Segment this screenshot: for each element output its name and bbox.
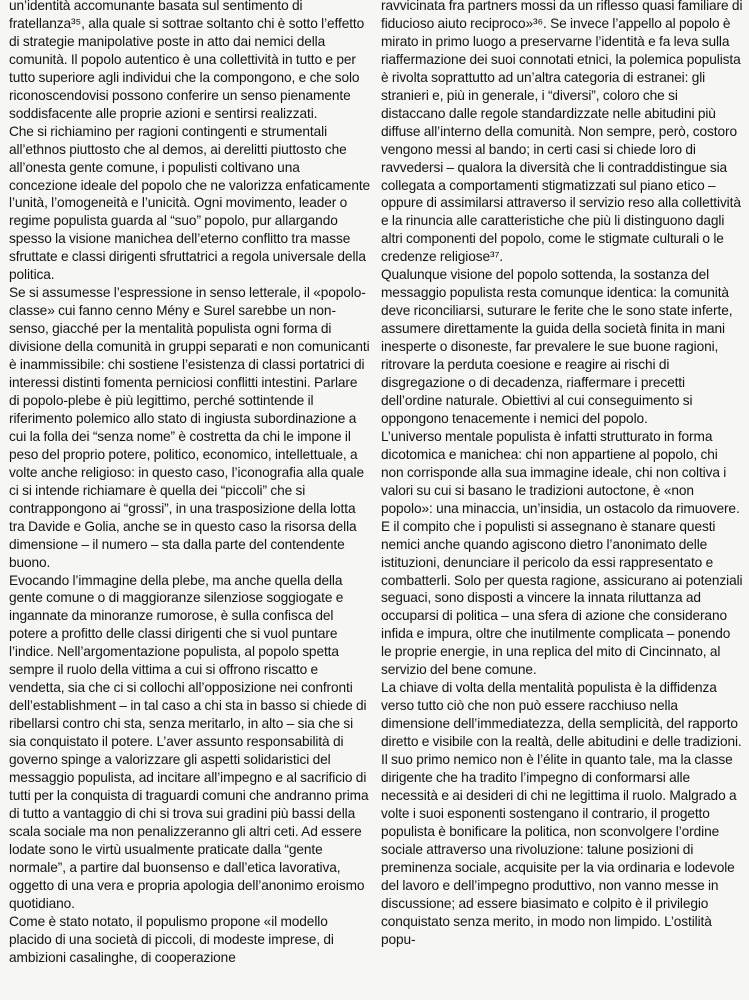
paragraph: Qualunque visione del popolo sottenda, la sostanza del messaggio populista resta comunque identica: la comunità deve riconciliarsi, suturare le ferite che le sono state inferte, assumere direttamente la guida della società finita in mani inesperte o disoneste, far prevalere le sue buone ragioni, ritrovare la perduta coesione e reagire ai rischi di disgregazione o di decadenza, riaffermare i precetti dell’ordine naturale. Obiettivi al cui conseguimento si oppongono tenacemente i nemici del popolo. [381, 267, 733, 426]
paragraph: un’identità accomunante basata sul sentimento di fratellanza³⁵, alla quale si sottrae soltanto chi è sotto l’effetto di strategie manipolative poste in atto dai nemici della comunità. Il popolo autentico è una collettività in tutto e per tutto superiore agli individui che la compongono, e che solo riconoscendovisi possono conferire un senso pienamente soddisfacente alle proprie azioni e sentirsi realizzati. [9, 0, 365, 121]
paragraph: ravvicinata fra partners mossi da un riflesso quasi familiare di fiducioso aiuto reciproco»³⁶. Se invece l’appello al popolo è mirato in primo luogo a preservarne l’identità e fa leva sulla riaffermazione dei suoi connotati etnici, la polemica populista è rivolta soprattutto ad un’altra categoria di estranei: gli stranieri e, più in generale, i “diversi”, coloro che si distaccano dalle regole standardizzate nelle abitudini più diffuse all’interno della comunità. Non sempre, però, costoro vengono messi al bando; in certi casi si chiede loro di ravvedersi – qualora la diversità che li contraddistingue sia collegata a comportamenti stigmatizzati sul piano etico – oppure di assimilarsi attraverso il servizio reso alla collettività e la rinuncia alle caratteristiche che più li distinguono dagli altri componenti del popolo, come le stigmate culturali o le credenze religiose³⁷. [381, 0, 743, 265]
left-column [9, 0, 371, 1000]
paragraph: Se si assumesse l’espressione in senso letterale, il «popolo-classe» cui fanno cenno Mény e Surel sarebbe un non-senso, giacché per la mentalità populista ogni forma di divisione della comunità in gruppi separati e non comunicanti è inammissibile: chi sostiene l’esistenza di classi portatrici di interessi distinti fomenta perniciosi conflitti intestini. Parlare di popolo-plebe è più legittimo, perché sottintende il riferimento polemico allo stato di ingiusta subordinazione a cui la folla dei “senza nome” è costretta da chi le impone il peso del proprio potere, politico, economico, intellettuale, a volte anche religioso: in questo caso, l’iconografia alla quale ci si intende richiamare è quella dei “piccoli” che si contrappongono ai “grossi”, in una trasposizione della lotta tra Davide e Golia, anche se in questo caso la risorsa della dimensione – il numero – sta dalla parte del contendente buono. [9, 285, 370, 570]
paragraph: Evocando l’immagine della plebe, ma anche quella della gente comune o di maggioranze silenziose soggiogate e ingannate da minoranze rumorose, è sulla confisca del potere a profitto delle classi dirigenti che si vuol puntare l’indice. Nell’argomentazione populista, al popolo spetta sempre il ruolo della vittima a cui si offrono riscatto e vendetta, sia che ci si collochi all’opposizione nei confronti dell’establishment – in tal caso a chi sta in basso si chiede di ribellarsi contro chi sta, senza meritarlo, in alto – sia che si sia conquistato il potere. L’aver assunto responsabilità di governo spinge a valorizzare gli aspetti solidaristici del messaggio populista, ad incitare all’impegno e al sacrificio di tutti per la conquista di traguardi comuni che andranno prima di tutto a vantaggio di chi si trova sui gradini più bassi della scala sociale ma non penalizzeranno gli altri ceti. Ad essere lodate sono le virtù usualmente praticate dalla “gente normale”, a partire dal buonsenso e dall’etica lavorativa, oggetto di una vera e propria apologia dell’anonimo eroismo quotidiano. [9, 572, 369, 911]
paragraph: La chiave di volta della mentalità populista è la diffidenza verso tutto ciò che non può essere racchiuso nella dimensione dell’immediatezza, della semplicità, del rapporto diretto e visibile con la realtà, delle abitudini e delle tradizioni. Il suo primo nemico non è l’élite in quanto tale, ma la classe dirigente che ha tradito l’impegno di conformarsi alle necessità e ai desideri di chi ne legittima il ruolo. Malgrado a volte i suoi esponenti sostengano il contrario, il progetto populista è bonificare la politica, non sconvolgere l’ordine sociale attraverso una rivoluzione: talune posizioni di preminenza sociale, acquisite per la via ordinaria e lodevole del lavoro e dell’impegno produttivo, non vanno messe in discussione; ad essere biasimato e colpito è il privilegio conquistato senza merito, in modo non limpido. L’ostilità popu- [381, 680, 742, 947]
paragraph: Che si richiamino per ragioni contingenti e strumentali all’ethnos piuttosto che al demos, ai derelitti piuttosto che all’onesta gente comune, i populisti coltivano una concezione ideale del popolo che ne valorizza enfaticamente l’unità, l’omogeneità e l’unicità. Ogni movimento, leader o regime populista guarda al “suo” popolo, pur allargando spesso la visione manichea dell’eterno conflitto tra masse sfruttate e classi dirigenti sfruttatrici a regola universale della politica. [9, 123, 371, 283]
paragraph: Come è stato notato, il populismo propone «il modello placido di una società di piccoli, di modeste imprese, di ambizioni casalinghe, di cooperazione [9, 913, 334, 965]
right-column [381, 0, 743, 1000]
paragraph: L’universo mentale populista è infatti strutturato in forma dicotomica e manichea: chi non appartiene al popolo, chi non corrisponde alla sua immagine ideale, chi non coltiva i valori su cui si basano le tradizioni autoctone, è «non popolo»: una minaccia, un’insidia, un ostacolo da rimuovere. E il compito che i populisti si assegnano è stanare questi nemici anche quando agiscono dietro l’anonimato delle istituzioni, denunciare il pericolo da essi rappresentato e combatterli. Solo per questa ragione, assicurano ai potenziali seguaci, sono disposti a vincere la innata riluttanza ad occuparsi di politica – una sfera di azione che considerano infida e impura, oltre che inutilmente complicata – ponendo le proprie energie, in una replica del mito di Cincinnato, al servizio del bene comune. [381, 428, 743, 678]
